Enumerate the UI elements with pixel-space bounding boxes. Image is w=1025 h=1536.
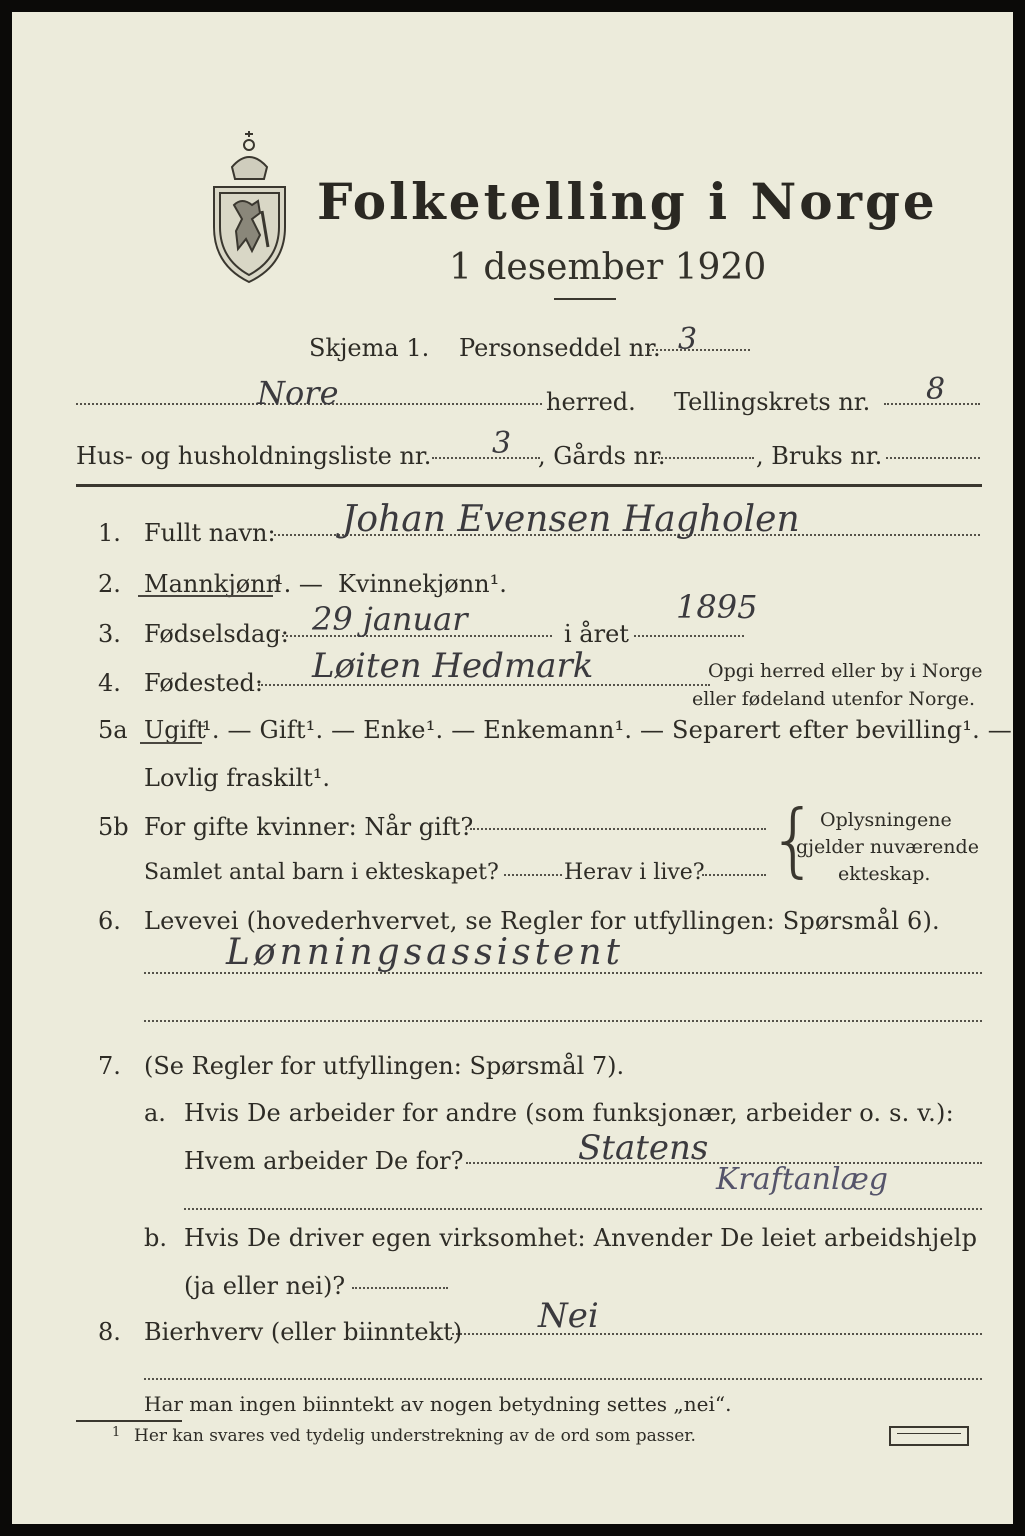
q8-note: Har man ingen biinntekt av nogen betydning settes „nei“. — [144, 1392, 732, 1416]
gards-label: , Gårds nr. — [538, 442, 666, 470]
q5b-when-married-label: For gifte kvinner: Når gift? — [144, 813, 474, 841]
norwegian-coat-of-arms-icon — [202, 127, 297, 287]
title-divider — [554, 298, 616, 300]
bruks-label: , Bruks nr. — [756, 442, 883, 470]
q8-line-2[interactable] — [144, 1378, 982, 1380]
q2-separator: ¹. — — [274, 570, 323, 598]
q7b-question: (ja eller nei)? — [184, 1272, 346, 1300]
q6-number: 6. — [98, 907, 121, 935]
footnote-divider — [76, 1420, 182, 1422]
q7a-employer-value-1: Statens — [578, 1128, 709, 1168]
form-title: Folketelling i Norge — [317, 172, 938, 231]
q5b-brace: { — [768, 793, 819, 886]
q5a-options: ¹. — Gift¹. — Enke¹. — Enkemann¹. — Separert efter bevilling¹. — — [202, 716, 1012, 744]
q2-male-underline — [138, 595, 273, 597]
q2-number: 2. — [98, 570, 121, 598]
q7a-employer-value-2: Kraftanlæg — [716, 1162, 889, 1197]
q4-number: 4. — [98, 669, 121, 697]
tellingskrets-label: Tellingskrets nr. — [674, 388, 871, 416]
q4-note-2: eller fødeland utenfor Norge. — [692, 688, 976, 710]
q7-number: 7. — [98, 1052, 121, 1080]
q5b-number: 5b — [98, 813, 129, 841]
q7b-line[interactable] — [352, 1287, 448, 1289]
footnote-text: Her kan svares ved tydelig understrekning av de ord som passer. — [134, 1426, 696, 1446]
q7b-letter: b. — [144, 1224, 167, 1252]
husliste-line[interactable] — [432, 457, 540, 459]
q1-number: 1. — [98, 519, 121, 547]
q5b-note-1: Oplysningene — [820, 809, 952, 831]
q7-label: (Se Regler for utfyllingen: Spørsmål 7). — [144, 1052, 625, 1080]
q7a-question: Hvem arbeider De for? — [184, 1147, 464, 1175]
schema-label: Skjema 1. — [309, 334, 430, 362]
personseddel-value: 3 — [678, 322, 698, 357]
footnote-mark: 1 — [112, 1425, 121, 1440]
husliste-value: 3 — [492, 426, 512, 461]
q8-side-income-value: Nei — [538, 1296, 599, 1336]
q5b-alive-line[interactable] — [702, 874, 766, 876]
q5b-children-line[interactable] — [504, 874, 562, 876]
personseddel-label: Personseddel nr. — [459, 334, 661, 362]
q3-year-value: 1895 — [676, 588, 758, 626]
q7a-text: Hvis De arbeider for andre (som funksjonær, arbeider o. s. v.): — [184, 1099, 954, 1127]
q6-line-2[interactable] — [144, 1020, 982, 1022]
q7a-letter: a. — [144, 1099, 166, 1127]
census-date: 1 desember 1920 — [449, 247, 767, 288]
personseddel-line[interactable] — [648, 349, 750, 351]
q1-full-name: Johan Evensen Hagholen — [342, 499, 800, 540]
q4-note-1: Opgi herred eller by i Norge — [708, 660, 983, 682]
q2-female-option[interactable]: Kvinnekjønn¹. — [338, 570, 507, 598]
q8-number: 8. — [98, 1318, 121, 1346]
q6-occupation-value: Lønningsassistent — [226, 932, 624, 973]
q3-label: Fødselsdag: — [144, 620, 289, 648]
q8-label: Bierhverv (eller biinntekt) — [144, 1318, 463, 1346]
q5a-ugift-underline — [140, 742, 202, 744]
q5b-alive-label: Herav i live? — [564, 860, 705, 885]
q4-label: Fødested: — [144, 669, 263, 697]
census-form-page — [12, 12, 1013, 1524]
q2-male-option[interactable]: Mannkjønn — [144, 570, 282, 598]
tellingskrets-value: 8 — [926, 372, 946, 407]
q7b-text: Hvis De driver egen virksomhet: Anvender De leiet arbeidshjelp — [184, 1224, 978, 1252]
q5a-unmarried-option[interactable]: Ugift — [144, 716, 206, 744]
q5b-children-label: Samlet antal barn i ekteskapet? — [144, 860, 499, 885]
q5a-number: 5a — [98, 716, 128, 744]
q5a-divorced-option[interactable]: Lovlig fraskilt¹. — [144, 764, 331, 792]
q1-label: Fullt navn: — [144, 519, 276, 547]
herred-label: herred. — [546, 388, 636, 416]
q7a-line-2[interactable] — [184, 1208, 982, 1210]
herred-value: Nore — [257, 374, 339, 412]
gards-line[interactable] — [658, 457, 754, 459]
q3-year-line[interactable] — [634, 635, 744, 637]
husliste-label: Hus- og husholdningsliste nr. — [76, 442, 432, 470]
q4-birthplace-value: Løiten Hedmark — [312, 646, 594, 686]
q5b-when-married-line[interactable] — [470, 828, 766, 830]
q5b-note-2: gjelder nuværende — [796, 836, 979, 858]
section-divider — [76, 484, 982, 487]
printer-stamp — [889, 1426, 969, 1446]
bruks-line[interactable] — [886, 457, 980, 459]
q8-line-1[interactable] — [452, 1333, 982, 1335]
q5b-note-3: ekteskap. — [838, 863, 931, 885]
q6-label: Levevei (hovederhvervet, se Regler for utfyllingen: Spørsmål 6). — [144, 907, 940, 935]
q3-birthday-value: 29 januar — [312, 600, 468, 638]
q3-year-label: i året — [564, 620, 629, 648]
q3-number: 3. — [98, 620, 121, 648]
